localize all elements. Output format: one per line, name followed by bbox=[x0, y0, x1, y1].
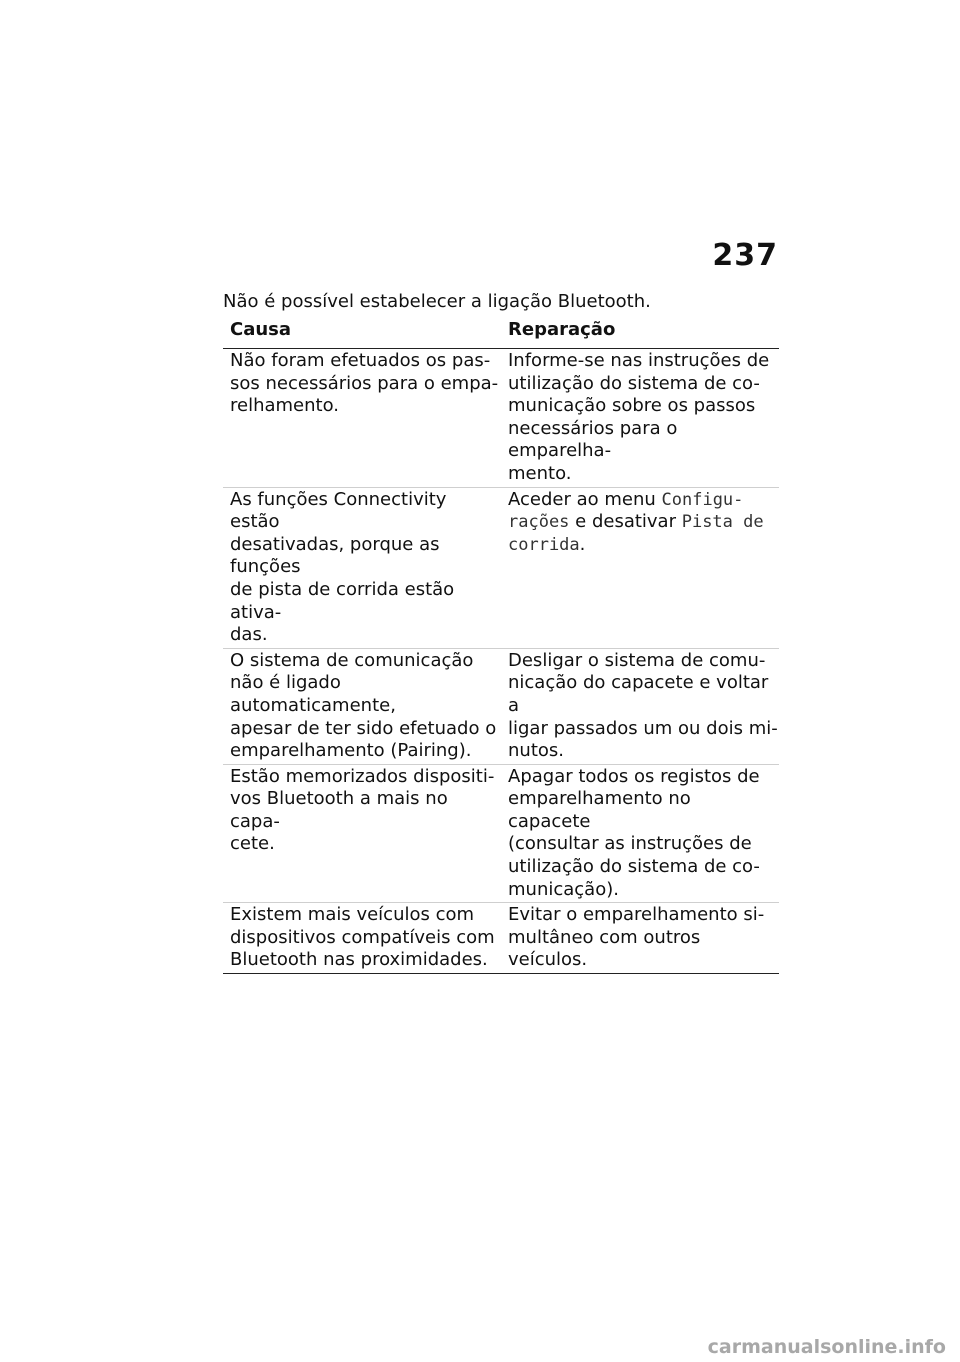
fix-cell: Desligar o sistema de comu- nicação do capacete e voltar a ligar passados um ou dois mi- nutos. bbox=[501, 648, 779, 764]
watermark-text: carmanualsonline.info bbox=[707, 1336, 946, 1358]
cause-cell: Existem mais veículos com dispositivos compatíveis com Bluetooth nas proximidades. bbox=[223, 903, 501, 974]
header-cause: Causa bbox=[223, 316, 501, 349]
table-row bbox=[223, 487, 779, 648]
cause-cell: O sistema de comunicação não é ligado automaticamente, apesar de ter sido efetuado o emparelhamento (Pairing). bbox=[223, 648, 501, 764]
menu-option-pista-de-corrida: Pista de corrida bbox=[508, 512, 764, 555]
table-row bbox=[223, 764, 779, 903]
menu-path-configuracoes: Configu- rações bbox=[508, 489, 744, 533]
troubleshooting-table bbox=[223, 316, 779, 974]
fix-text: . bbox=[579, 533, 586, 555]
page-number: 237 bbox=[712, 238, 778, 273]
table-row bbox=[223, 903, 779, 974]
table-row bbox=[223, 648, 779, 764]
fix-text: Aceder ao menu bbox=[508, 488, 662, 510]
fix-cell bbox=[501, 487, 779, 648]
fix-cell: Informe-se nas instruções de utilização do sistema de co- municação sobre os passos necessários para o emparelha- mento. bbox=[501, 349, 779, 488]
table-row bbox=[223, 349, 779, 488]
header-fix: Reparação bbox=[501, 316, 779, 349]
section-intro: Não é possível estabelecer a ligação Bluetooth. bbox=[223, 291, 651, 312]
fix-text: e desativar bbox=[569, 511, 682, 533]
cause-cell: As funções Connectivity estão desativadas, porque as funções de pista de corrida estão ativa- das. bbox=[223, 487, 501, 648]
cause-cell: Não foram efetuados os pas- sos necessários para o empa- relhamento. bbox=[223, 349, 501, 488]
table-header-row bbox=[223, 316, 779, 349]
cause-cell: Estão memorizados dispositi- vos Bluetooth a mais no capa- cete. bbox=[223, 764, 501, 903]
fix-cell: Apagar todos os registos de emparelhamento no capacete (consultar as instruções de utilização do sistema de co- municação). bbox=[501, 764, 779, 903]
fix-cell: Evitar o emparelhamento si- multâneo com outros veículos. bbox=[501, 903, 779, 974]
